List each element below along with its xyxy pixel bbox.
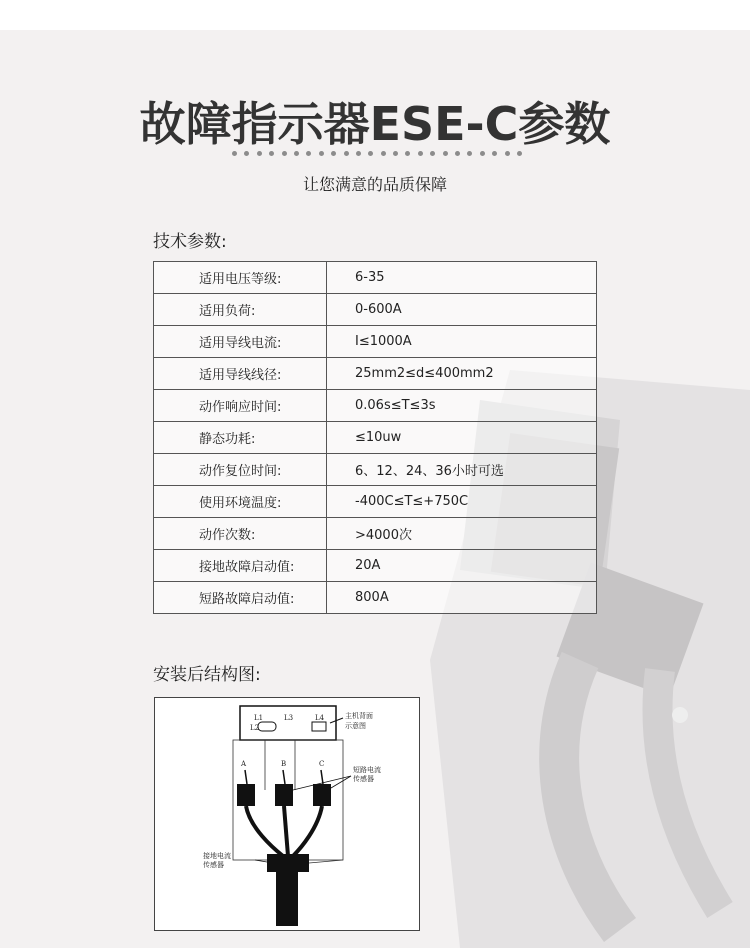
sensor-b	[275, 784, 293, 806]
bundled-cable	[276, 872, 298, 926]
param-value: 20A	[327, 550, 597, 582]
param-value: -400C≤T≤+750C	[327, 486, 597, 518]
param-row	[154, 454, 597, 486]
page-subtitle: 让您满意的品质保障	[302, 175, 447, 194]
param-key: 接地故障启动值:	[154, 550, 327, 582]
param-key: 使用环境温度:	[154, 486, 327, 518]
param-row	[154, 518, 597, 550]
page-title: 故障指示器ESE-C参数	[139, 97, 611, 151]
param-key: 动作复位时间:	[154, 454, 327, 486]
param-value: I≤1000A	[327, 326, 597, 358]
param-row	[154, 486, 597, 518]
param-key: 短路故障启动值:	[154, 582, 327, 614]
param-value: 6-35	[327, 262, 597, 294]
short-sensor-caption-1: 短路电流	[353, 766, 381, 774]
param-row	[154, 358, 597, 390]
tech-params-label: 技术参数:	[153, 232, 227, 252]
panel-label-l1: L1	[254, 714, 264, 722]
param-row	[154, 262, 597, 294]
panel-label-l3: L3	[284, 714, 294, 722]
panel-caption-1: 主机背面	[345, 712, 373, 720]
param-key: 适用电压等级:	[154, 262, 327, 294]
structure-label: 安装后结构图:	[153, 665, 261, 685]
param-value: 800A	[327, 582, 597, 614]
panel-port	[312, 722, 326, 731]
param-key: 静态功耗:	[154, 422, 327, 454]
panel-box	[240, 706, 336, 740]
param-key: 适用导线线径:	[154, 358, 327, 390]
panel-label-l2: L2	[250, 724, 260, 732]
param-key: 适用负荷:	[154, 294, 327, 326]
sensor-a	[237, 784, 255, 806]
param-row	[154, 422, 597, 454]
param-value: 6、12、24、36小时可选	[327, 454, 597, 486]
param-value: >4000次	[327, 518, 597, 550]
param-value: ≤10uw	[327, 422, 597, 454]
param-value: 25mm2≤d≤400mm2	[327, 358, 597, 390]
param-row	[154, 294, 597, 326]
param-row	[154, 390, 597, 422]
ground-sensor-caption-2: 传感器	[203, 861, 224, 869]
param-key: 适用导线电流:	[154, 326, 327, 358]
structure-diagram	[154, 697, 420, 931]
param-row	[154, 582, 597, 614]
phase-label-c: C	[319, 760, 325, 768]
short-sensor-caption-2: 传感器	[353, 775, 374, 783]
panel-label-l4: L4	[315, 714, 325, 722]
ground-sensor-caption-1: 接地电流	[203, 852, 231, 860]
param-row	[154, 326, 597, 358]
param-key: 动作响应时间:	[154, 390, 327, 422]
ground-sensor	[267, 854, 309, 872]
panel-connector	[258, 722, 276, 731]
param-row	[154, 550, 597, 582]
phase-label-a: A	[241, 760, 247, 768]
sensor-c	[313, 784, 331, 806]
panel-caption-2: 示意图	[345, 722, 366, 730]
param-value: 0-600A	[327, 294, 597, 326]
top-white-strip	[0, 0, 750, 30]
params-table	[153, 261, 597, 614]
param-key: 动作次数:	[154, 518, 327, 550]
dot-divider	[232, 151, 522, 159]
phase-label-b: B	[281, 760, 287, 768]
param-value: 0.06s≤T≤3s	[327, 390, 597, 422]
